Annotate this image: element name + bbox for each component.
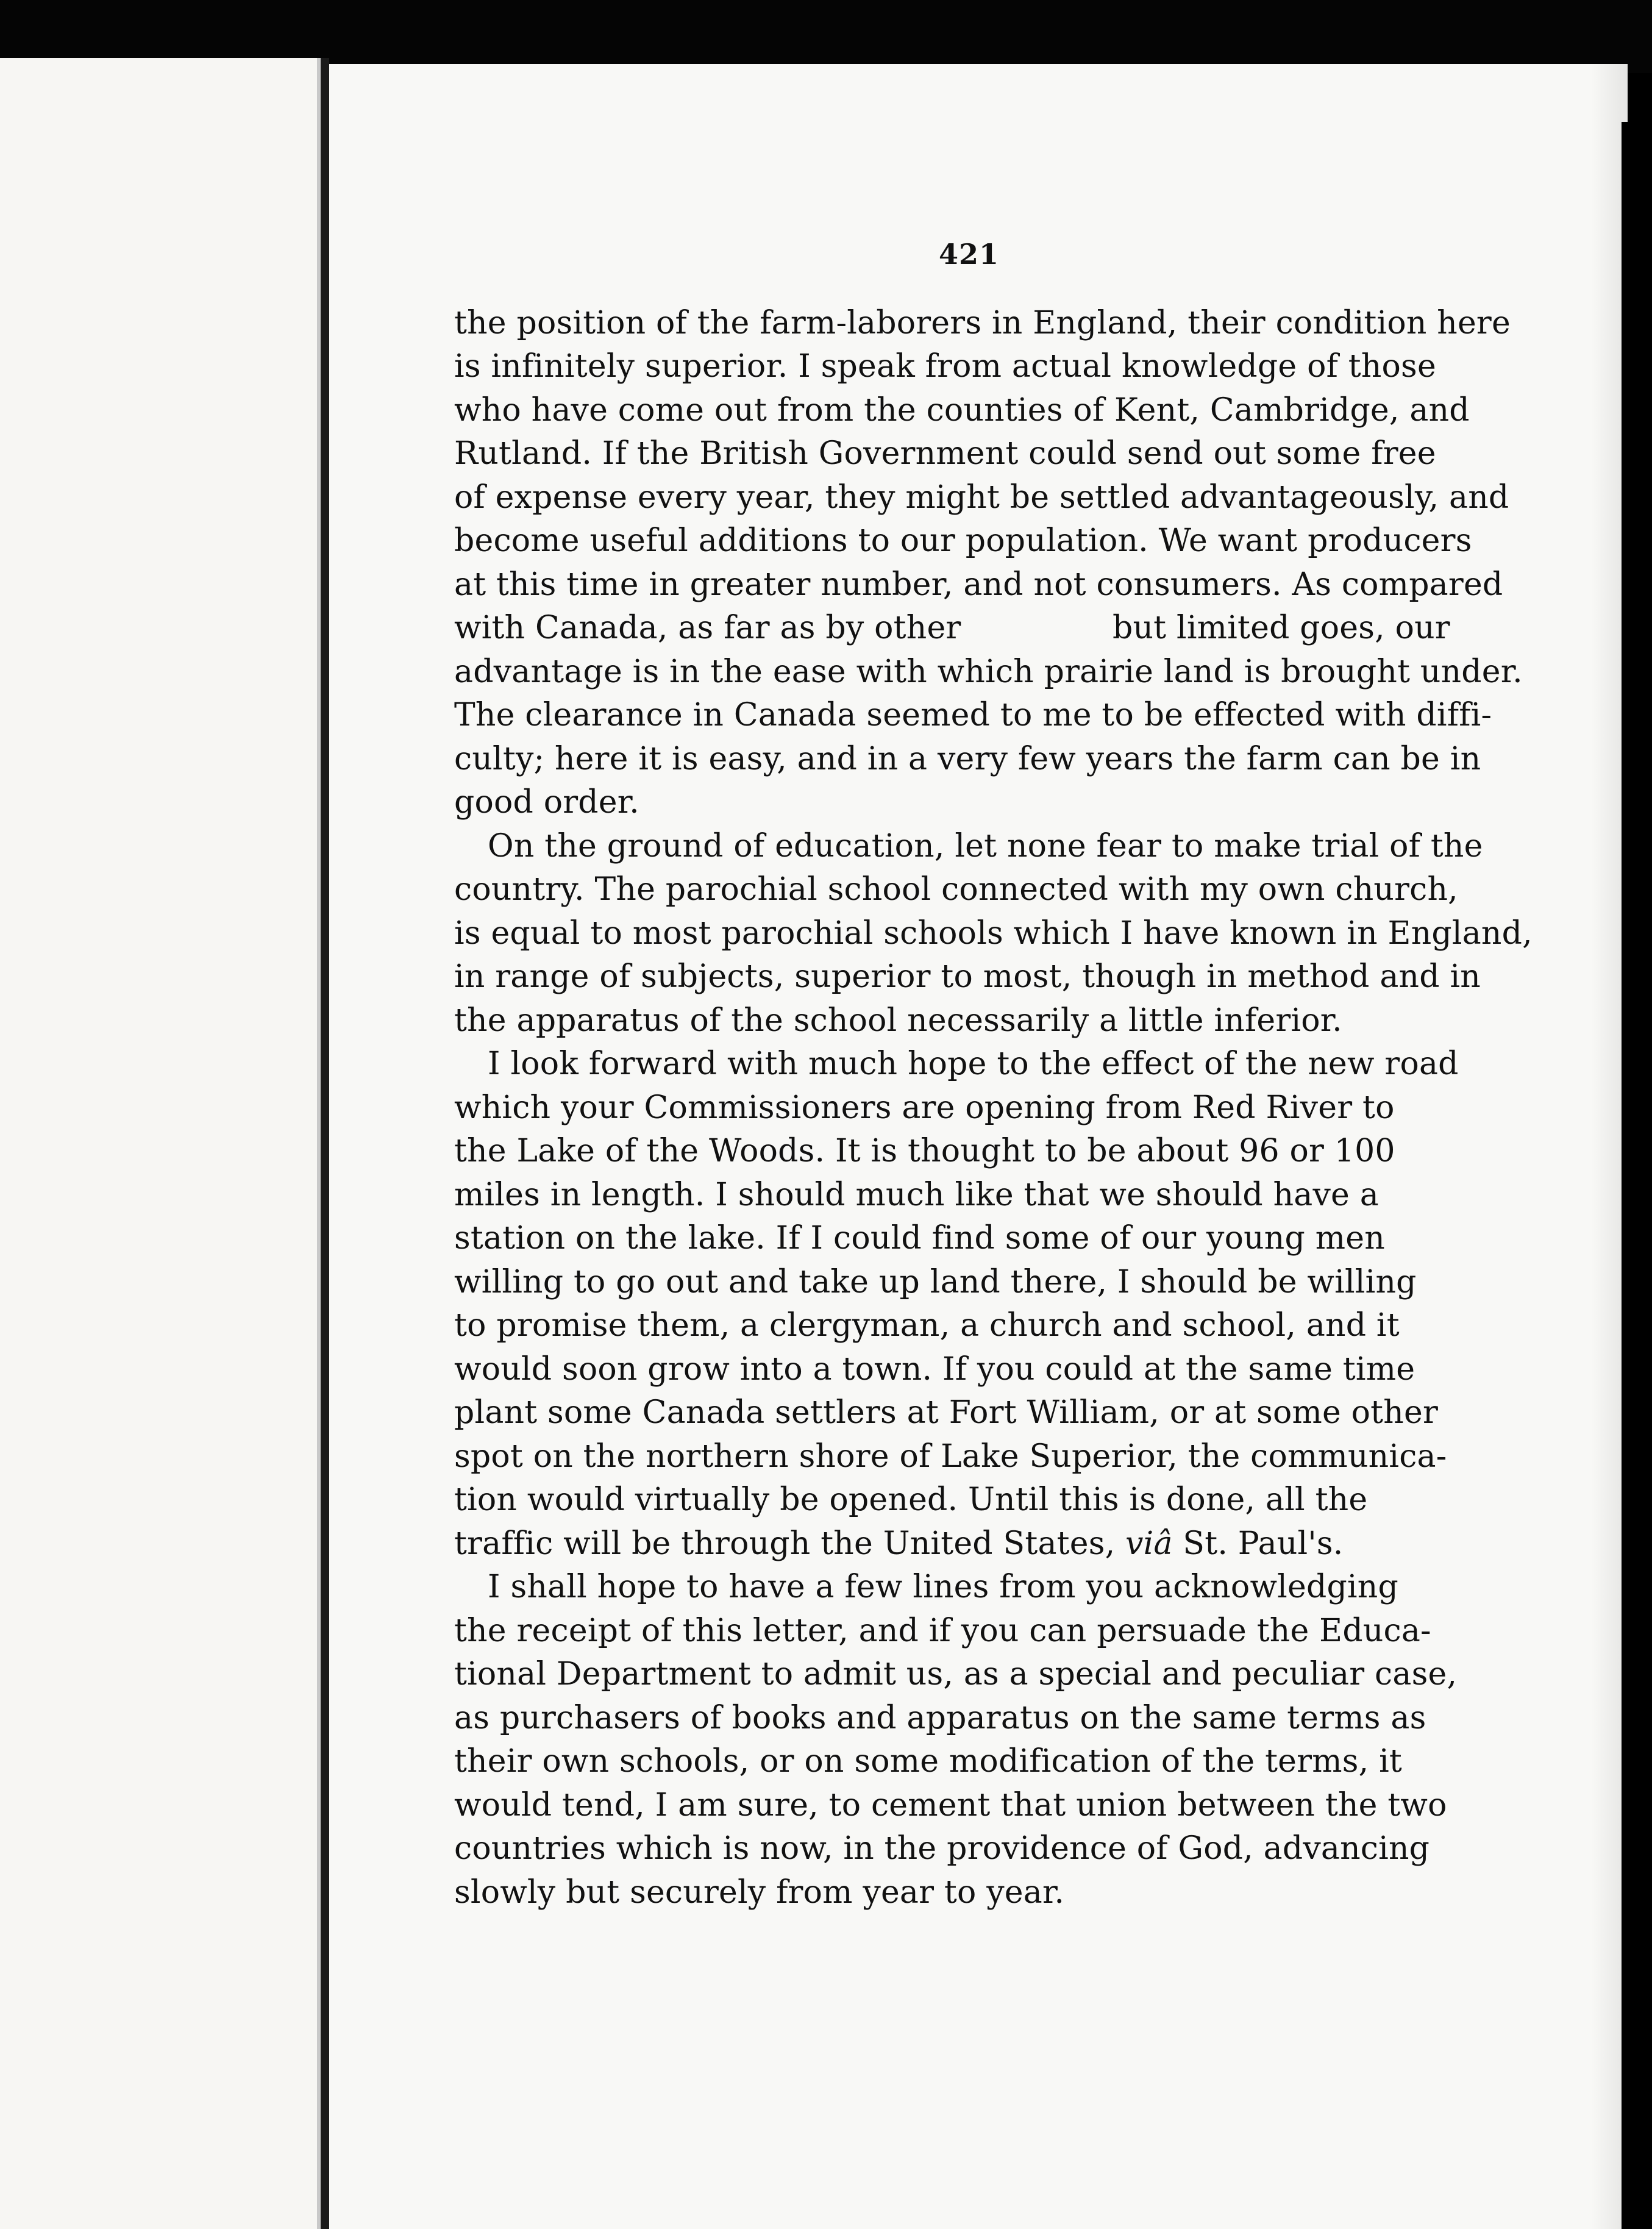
text-line: station on the lake. If I could find some of our young men	[454, 1220, 1385, 1257]
text-line: countries which is now, in the providence of God, advancing	[454, 1830, 1430, 1867]
text-line: is infinitely superior. I speak from actual knowledge of those	[454, 348, 1436, 385]
text-line: tional Department to admit us, as a special and peculiar case,	[454, 1656, 1458, 1692]
scan-right-border	[1622, 122, 1652, 2229]
text-line: Rutland. If the British Government could send out some free	[454, 435, 1436, 472]
text-line: The clearance in Canada seemed to me to be effected with diffi-	[454, 697, 1492, 733]
text-line: with Canada, as far as by other	[454, 610, 961, 646]
text-line: who have come out from the counties of Kent, Cambridge, and	[454, 392, 1470, 429]
text-line: become useful additions to our population. We want producers	[454, 522, 1472, 559]
paragraph-start-line: On the ground of education, let none fear to make trial of the	[488, 828, 1483, 865]
text-line: at this time in greater number, and not consumers. As compared	[454, 566, 1503, 603]
text-line: the receipt of this letter, and if you can persuade the Educa-	[454, 1613, 1431, 1649]
text-line: which your Commissioners are opening from Red River to	[454, 1090, 1395, 1126]
text-line: miles in length. I should much like that we should have a	[454, 1177, 1379, 1213]
book-gutter	[321, 58, 329, 2229]
page-number: 421	[939, 238, 1000, 271]
text-line: the apparatus of the school necessarily a little inferior.	[454, 1002, 1342, 1039]
text-segment: St. Paul's.	[1183, 1525, 1344, 1562]
text-segment: traffic will be through the United States,	[454, 1525, 1116, 1562]
text-line: to promise them, a clergyman, a church and school, and it	[454, 1307, 1400, 1344]
paragraph-start-line: I look forward with much hope to the effect of the new road	[488, 1046, 1459, 1082]
text-line: the Lake of the Woods. It is thought to be about 96 or 100	[454, 1133, 1395, 1169]
text-line: the position of the farm-laborers in England, their condition here	[454, 305, 1511, 341]
text-line: good order.	[454, 784, 639, 821]
text-line: would tend, I am sure, to cement that union between the two	[454, 1787, 1447, 1824]
text-line: tion would virtually be opened. Until this is done, all the	[454, 1482, 1368, 1518]
text-line-continued: but limited goes, our	[1113, 610, 1450, 646]
text-line: their own schools, or on some modification of the terms, it	[454, 1743, 1402, 1780]
text-line: slowly but securely from year to year.	[454, 1874, 1065, 1911]
text-line: willing to go out and take up land there, I should be willing	[454, 1264, 1417, 1300]
text-line: would soon grow into a town. If you could at the same time	[454, 1351, 1415, 1388]
text-line: country. The parochial school connected with my own church,	[454, 871, 1458, 908]
paragraph-start-line: I shall hope to have a few lines from you acknowledging	[488, 1569, 1398, 1605]
left-page	[0, 58, 321, 2229]
italic-via: viâ	[1125, 1525, 1173, 1562]
text-line: in range of subjects, superior to most, though in method and in	[454, 958, 1481, 995]
text-line	[454, 1525, 1344, 1562]
text-line: as purchasers of books and apparatus on the same terms as	[454, 1700, 1426, 1736]
text-line: of expense every year, they might be settled advantageously, and	[454, 479, 1509, 516]
text-line: plant some Canada settlers at Fort William, or at some other	[454, 1394, 1438, 1431]
text-line: spot on the northern shore of Lake Superior, the communica-	[454, 1438, 1447, 1475]
text-line: is equal to most parochial schools which I have known in England,	[454, 915, 1533, 952]
text-line: advantage is in the ease with which prairie land is brought under.	[454, 654, 1523, 690]
text-line: culty; here it is easy, and in a very few years the farm can be in	[454, 741, 1481, 777]
